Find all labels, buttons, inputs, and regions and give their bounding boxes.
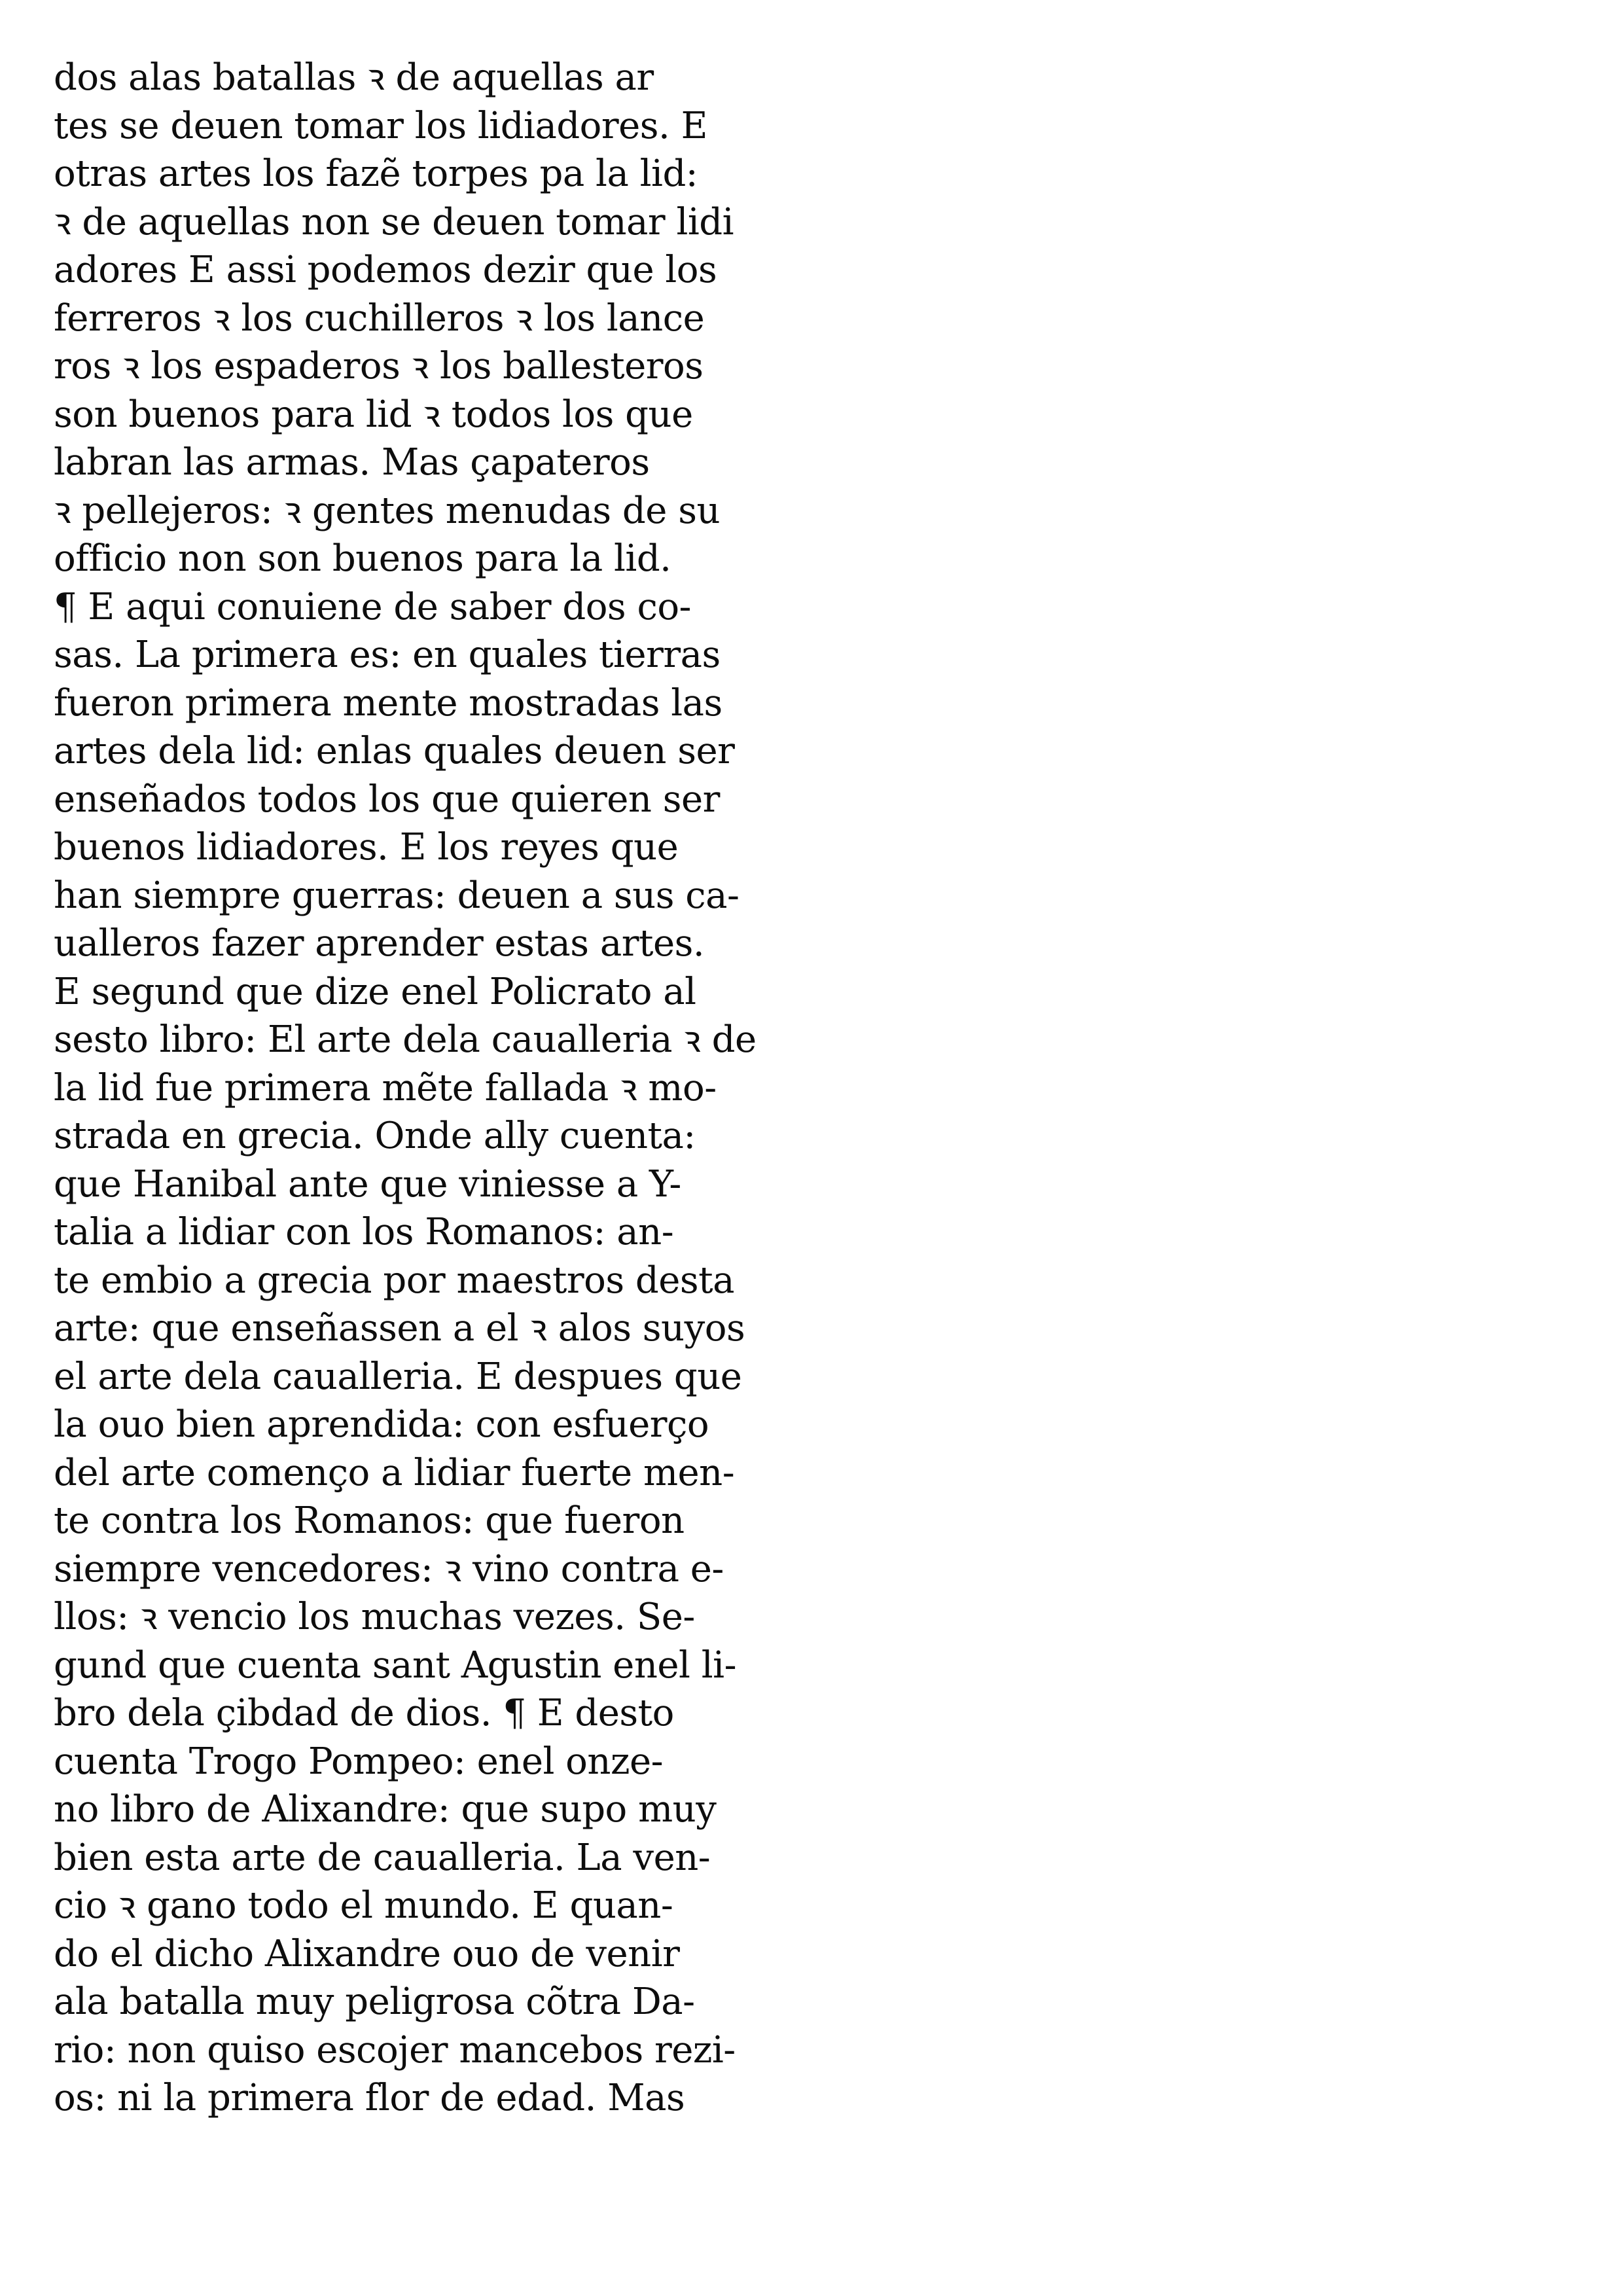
- text-line: dos alas batallas ꝛ de aquellas ar: [54, 56, 654, 99]
- text-line: rio: non quiso escojer mancebos rezi-: [54, 2028, 736, 2072]
- text-line: ¶ E aqui conuiene de saber dos co-: [54, 585, 691, 628]
- text-line: ala batalla muy peligrosa cõtra Da-: [54, 1981, 695, 2023]
- text-line: ꝛ pellejeros: ꝛ gentes menudas de su: [54, 489, 721, 532]
- text-line: bro dela çibdad de dios. ¶ E desto: [54, 1692, 674, 1734]
- text-line: no libro de Alixandre: que supo muy: [54, 1788, 717, 1831]
- text-line: la ouo bien aprendida: con esfuerço: [54, 1403, 709, 1446]
- text-line: ualleros fazer aprender estas artes.: [54, 922, 705, 965]
- text-line: siempre vencedores: ꝛ vino contra e-: [54, 1547, 724, 1590]
- text-line: del arte començo a lidiar fuerte men-: [54, 1451, 735, 1494]
- text-line: la lid fue primera mẽte fallada ꝛ mo-: [54, 1066, 717, 1109]
- text-line: enseñados todos los que quieren ser: [54, 778, 720, 821]
- text-line: sesto libro: El arte dela caualleria ꝛ de: [54, 1018, 757, 1061]
- text-line: gund que cuenta sant Agustin enel li-: [54, 1643, 736, 1687]
- text-line: ferreros ꝛ los cuchilleros ꝛ los lance: [54, 296, 705, 340]
- text-line: artes dela lid: enlas quales deuen ser: [54, 730, 735, 772]
- text-line: ꝛ de aquellas non se deuen tomar lidi: [54, 200, 734, 243]
- text-line: labran las armas. Mas çapateros: [54, 441, 650, 484]
- text-line: officio non son buenos para la lid.: [54, 537, 671, 580]
- text-line: te embio a grecia por maestros desta: [54, 1259, 735, 1302]
- text-line: cuenta Trogo Pompeo: enel onze-: [54, 1740, 664, 1783]
- text-line: strada en grecia. Onde ally cuenta:: [54, 1115, 696, 1157]
- text-line: han siempre guerras: deuen a sus ca-: [54, 874, 740, 917]
- text-line: cio ꝛ gano todo el mundo. E quan-: [54, 1884, 673, 1927]
- text-line: talia a lidiar con los Romanos: an-: [54, 1211, 674, 1253]
- text-line: bien esta arte de caualleria. La ven-: [54, 1836, 711, 1879]
- text-line: llos: ꝛ vencio los muchas vezes. Se-: [54, 1596, 695, 1638]
- text-line: te contra los Romanos: que fueron: [54, 1499, 685, 1542]
- text-line: son buenos para lid ꝛ todos los que: [54, 393, 693, 436]
- text-line: E segund que dize enel Policrato al: [54, 970, 696, 1013]
- text-line: fueron primera mente mostradas las: [54, 681, 722, 725]
- text-line: tes se deuen tomar los lidiadores. E: [54, 104, 708, 147]
- text-line: que Hanibal ante que viniesse a Y-: [54, 1162, 681, 1206]
- text-line: os: ni la primera flor de edad. Mas: [54, 2077, 685, 2119]
- text-line: do el dicho Alixandre ouo de venir: [54, 1932, 680, 1975]
- text-line: adores E assi podemos dezir que los: [54, 249, 717, 291]
- text-column: [54, 54, 787, 2123]
- text-line: arte: que enseñassen a el ꝛ alos suyos: [54, 1307, 745, 1350]
- text-line: ros ꝛ los espaderos ꝛ los ballesteros: [54, 345, 704, 387]
- text-line: buenos lidiadores. E los reyes que: [54, 826, 679, 869]
- text-line: sas. La primera es: en quales tierras: [54, 634, 721, 676]
- text-line: otras artes los fazẽ torpes pa la lid:: [54, 152, 698, 195]
- text-line: el arte dela caualleria. E despues que: [54, 1355, 742, 1398]
